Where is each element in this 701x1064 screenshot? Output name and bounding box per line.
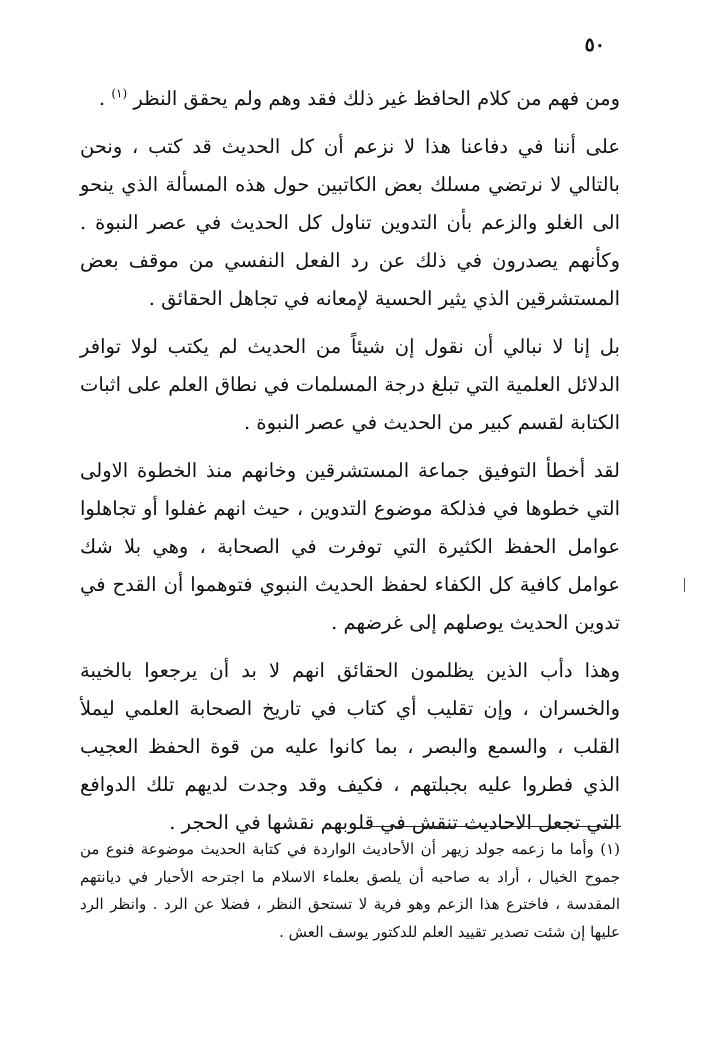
paragraph-5: وهذا دأب الذين يظلمون الحقائق انهم لا بد أن يرجعوا بالخيبة والخسران ، وإن تقليب أي كتاب في تاريخ الصحابة العلمي ليملأ القلب ، والسمع والبصر ، بما كانوا عليه من قوة الحفظ العجيب الذي فطروا عليه بجبلتهم ، فكيف وقد وجدت لديهم تلك الدوافع التي تجعل الاحاديث تنقش في قلوبهم نقشها في الحجر . xyxy=(80,659,620,834)
footnote: (١) وأما ما زعمه جولد زيهر أن الأحاديث الواردة في كتابة الحديث موضوعة فنوع من جموح الخيال ، أراد به صاحبه أن يلصق بعلماء الاسلام ما اجترحه الأحبار في ديانتهم المقدسة ، فاخترع هذا الزعم وهو فرية لا تستحق النظر ، فضلا عن الرد . وانظر الرد عليها إن شئت تصدير تقييد العلم للدكتور يوسف العش . xyxy=(80,840,620,941)
footnote-divider xyxy=(371,826,621,827)
footnote-reference: (١) xyxy=(111,86,128,101)
margin-mark xyxy=(684,578,685,592)
paragraph-1 xyxy=(80,80,620,118)
page-number: ٥٠ xyxy=(584,34,605,56)
paragraph-4: لقد أخطأ التوفيق جماعة المستشرقين وخانهم منذ الخطوة الاولى التي خطوها في فذلكة موضوع التدوين ، حيث انهم غفلوا أو تجاهلوا عوامل الحفظ الكثيرة التي توفرت في الصحابة ، وهي بلا شك عوامل كافية كل الكفاء لحفظ الحديث النبوي فتوهموا أن القدح في تدوين الحديث يوصلهم إلى غرضهم . xyxy=(80,459,620,634)
paragraph-1-text: ومن فهم من كلام الحافظ غير ذلك فقد وهم ولم يحقق النظر xyxy=(133,87,620,110)
paragraph-3: بل إنا لا نبالي أن نقول إن شيئاً من الحديث لم يكتب لولا توافر الدلائل العلمية التي تبلغ درجة المسلمات في نطاق العلم على اثبات الكتابة لقسم كبير من الحديث في عصر النبوة . xyxy=(80,335,620,434)
paragraph-1-tail: . xyxy=(98,87,112,110)
body-text xyxy=(80,80,620,852)
paragraph-2: على أننا في دفاعنا هذا لا نزعم أن كل الحديث قد كتب ، ونحن بالتالي لا نرتضي مسلك بعض الكاتبين حول هذه المسألة الذي ينحو الى الغلو والزعم بأن التدوين تناول كل الحديث في عصر النبوة . وكأنهم يصدرون في ذلك عن رد الفعل النفسي من موقف بعض المستشرقين الذي يثير الحسية لإمعانه في تجاهل الحقائق . xyxy=(80,135,620,310)
